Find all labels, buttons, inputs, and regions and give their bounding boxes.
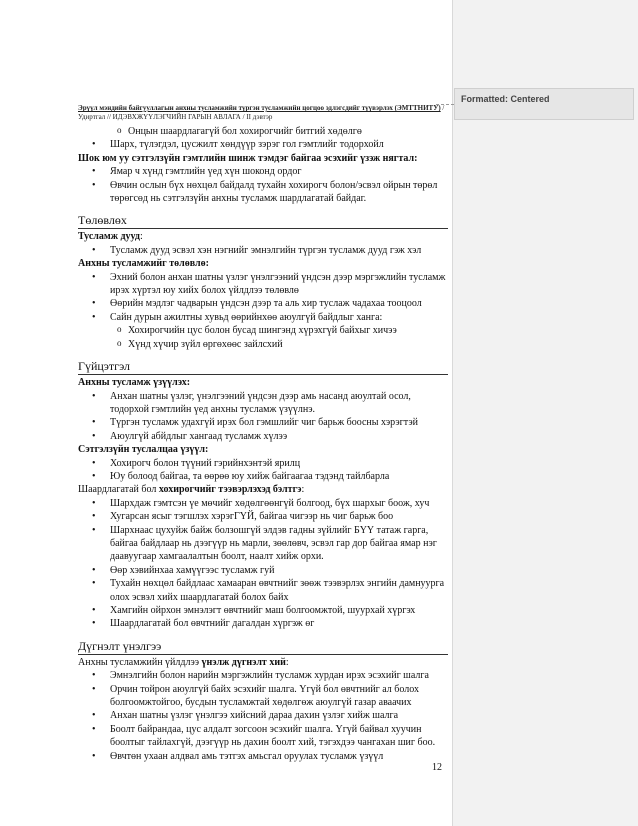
list-item: • Өөрийн мэдлэг чадварын үндсэн дээр та аль хир туслаж чадахаа тооцоол [78,297,448,310]
breadcrumb-sep-1: / [442,104,445,112]
transfer-line [78,483,448,496]
list-item: • Аюулгүй абйдлыг хангаад тусламж хүлээ [78,430,448,443]
evaluate-line [78,656,448,669]
call-help-line [78,230,448,243]
document-body [78,104,448,763]
call-help-label: Тусламж дууд [78,231,140,243]
comment-label: Formatted: Centered [461,94,550,104]
list-item: • Түргэн тусламж удахгүй ирэх бол гэмшлийг чиг барьж боосны хэрэгтэй [78,416,448,429]
list-item: • Шаардлагатай бол өвчтнийг дагалдан хүргэж өг [78,617,448,630]
page-number: 12 [432,762,442,773]
list-item: • Хугарсан ясыг тэгшлэх хэрэгГҮЙ, байгаа чигээр нь чиг барьж боо [78,510,448,523]
list-item: • Сайн дурын ажилтны хувьд өөрийнхөө аюулгүй байдлыг ханга: [78,311,448,324]
transfer-post: : [301,484,305,496]
breadcrumb [78,104,448,122]
transfer-bold: хохирогчийг тээвэрлэхэд бэлтгэ [158,484,302,496]
evaluate-bold: үнэлж дүгнэлт хий [201,656,286,668]
psych-support-list [78,457,448,484]
list-item: • Өвчтөн ухаан алдвал амь тэтгэх амьсгал оруулах тусламж үзүүл [78,750,448,763]
plan-list [78,271,448,351]
list-item: • Өөр хэвийнхаа хамүүгээс тусламж гуй [78,564,448,577]
list-item: • Юу болоод байгаа, та өөрөө юу хийж байгаагаа тэдэнд тайлбарла [78,470,448,483]
formatting-comment[interactable] [454,88,634,120]
transfer-pre: Шаардлагатай бол [78,484,159,496]
list-item: • Шархдаж гэмтсэн үе мөчийг хөдөлгөөнгүй болгоод, бүх шархыг боож, хуч [78,497,448,510]
list-item: • Шархнаас цухуйж байж болзошгүй элдэв гадны зүйлийг БҮҮ татаж гарга, байгаа байдлаар нь дээгүүр нь марли, зөөлөвч, эсвэл гар дор байгаа ямар нэг даавуугаар хамгаалалтын боолт, наалт хийж орхи. [78,524,448,564]
list-item: • Өвчин ослын бүх нөхцөл байдалд тухайн хохирогч болон/эсвэл ойрын төрөл төрөгсөд нь сэтгэлзүйн анхны тусламж шардлагатай байдаг. [78,179,448,206]
list-item: • Анхан шатны үзлэг, үнэлгээний үндсэн дээр амь насанд аюултай осол, тодорхой гэмтлийн үед анхны тусламж үзүүлнэ. [78,390,448,417]
list-item: • Эмнэлгийн болон нарийн мэргэжлийн тусламж хурдан ирэх эсэхийг шалга [78,669,448,682]
list-item: • Боолт байрандаа, цус алдалт зогсоон эсэхийг шалга. Үгүй байвал хуучин боолтыг тайлахгүй, дээгүүр нь дахин боолт хий, тэгэхдээ чангахан шиг боо. [78,723,448,750]
comment-pane [452,0,638,826]
breadcrumb-part-3[interactable]: II дэвтэр [246,113,273,121]
call-help-colon: : [139,231,143,243]
evaluate-pre: Анхны тусламжийн үйлдлээ [78,656,202,668]
breadcrumb-part-1[interactable]: Эрүүл мэндийн байгууллагын анхны тусламжийн түргэн тусламжийн цогцоо эдлэгсдийг түүвэрлэх (ЭМТТНИТУ) [78,104,441,112]
section-title-conclude: Дүгнэлт үнэлгээ [78,639,448,655]
evaluate-post: : [285,656,289,668]
first-aid-heading: Анхны тусламж үзүүлэх: [78,377,191,389]
list-item: • Хамгийн ойрхон эмнэлэгт өвчтнийг маш болгоомжтой, шуурхай хүргэх [78,604,448,617]
breadcrumb-part-2[interactable]: Удиртгал // ИДЭВХЖҮҮЛЭГЧИЙН ГАРЫН АВЛАГА [78,113,241,121]
breadcrumb-sep-2: / [242,113,245,121]
list-item: • Орчин тойрон аюулгүй байх эсэхийг шалга. Үгүй бол өвчтнийг ал болох болгоомжтойгоо, бусдын тусламжтай хөдөлгөж аюулгүй газар аваачих [78,683,448,710]
section-title-planning: Төлөвлөх [78,213,448,229]
shock-list [78,165,448,205]
section-title-execute: Гүйцэтгэл [78,359,448,375]
call-help-list [78,244,448,257]
transfer-list [78,497,448,631]
list-item: • Хохирогч болон түүний гэрийнхэнтэй ярилц [78,457,448,470]
list-item: • Шарх, түлэгдэл, цусжилт хөндүүр зэрэг гол гэмтлийг тодорхойл [78,138,448,151]
first-aid-list [78,390,448,444]
list-item: • Тухайн нөхцөл байдлаас хамааран өвчтнийг зөөж тээвэрлэх энгийн дамнуурга олох эсвэл хийх шаардлагатай болох байх [78,577,448,604]
evaluate-list [78,669,448,763]
list-item: o Хохирогчийн цус болон бусад шингэнд хүрэхгүй байхыг хичээ [78,324,448,337]
psych-support-heading: Сэтгэлзүйн туслалцаа үзүүл: [78,444,209,456]
list-item: • Анхан шатны үзлэг үнэлгээ хийсний дараа дахин үзлэг хийж шалга [78,709,448,722]
shock-heading: Шок юм уу сэтгэлзүйн гэмтлийн шинж тэмдэг байгаа эсэхийг үзэж нягтал: [78,152,418,164]
plan-first-aid-heading: Анхны тусламжийг төлөвлө: [78,258,209,270]
intro-list [78,125,448,152]
list-item: o Онцын шаардлагагүй бол хохирогчийг битгий хөдөлгө [78,125,448,138]
list-item: o Хүнд хүчир зүйл өргөхөөс зайлсхий [78,338,448,351]
list-item: • Ямар ч хүнд гэмтлийн үед хүн шоконд ордог [78,165,448,178]
list-item: • Эхний болон анхан шатны үзлэг үнэлгээний үндсэн дээр мэргэжлийн тусламж ирэх хүртэл юу хийх болох үйлдлээ төлөвлө [78,271,448,298]
list-item: • Тусламж дууд эсвэл хэн нэгнийг эмнэлгийн түргэн тусламж дууд гэж хэл [78,244,448,257]
